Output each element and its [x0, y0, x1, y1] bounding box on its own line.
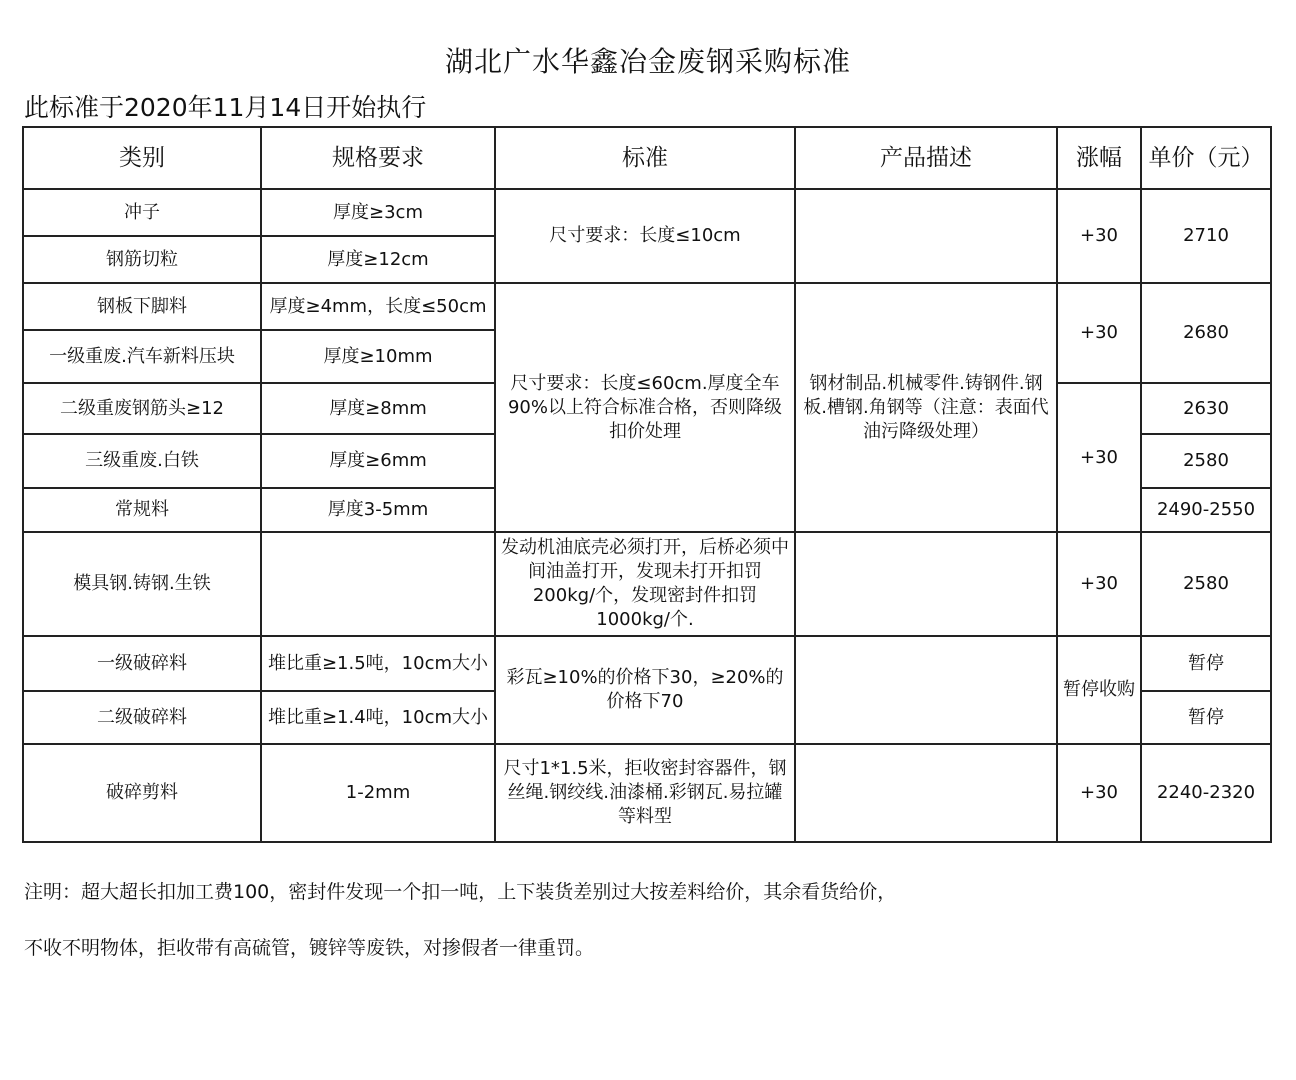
- spec-cell: 堆比重≥1.5吨，10cm大小: [261, 636, 495, 691]
- description-cell: 钢材制品.机械零件.铸钢件.钢板.槽钢.角钢等（注意：表面代油污降级处理）: [795, 283, 1057, 532]
- increase-cell: +30: [1057, 744, 1141, 842]
- table-row: [23, 189, 1271, 236]
- table-row: [23, 532, 1271, 636]
- spec-cell: 厚度≥3cm: [261, 189, 495, 236]
- increase-cell: 暂停收购: [1057, 636, 1141, 744]
- note-line: 注明：超大超长扣加工费100，密封件发现一个扣一吨，上下装货差别过大按差料给价，其余看货给价，: [24, 881, 897, 903]
- increase-cell: +30: [1057, 189, 1141, 283]
- description-cell: [795, 189, 1057, 283]
- description-cell: [795, 532, 1057, 636]
- price-cell: 暂停: [1141, 691, 1271, 744]
- category-cell: 冲子: [23, 189, 261, 236]
- category-cell: 钢筋切粒: [23, 236, 261, 283]
- category-cell: 钢板下脚料: [23, 283, 261, 330]
- category-cell: 常规料: [23, 488, 261, 532]
- spec-cell: 1-2mm: [261, 744, 495, 842]
- increase-cell: +30: [1057, 532, 1141, 636]
- spec-cell: 堆比重≥1.4吨，10cm大小: [261, 691, 495, 744]
- spec-cell: 厚度3-5mm: [261, 488, 495, 532]
- standard-cell: 尺寸要求：长度≤10cm: [495, 189, 795, 283]
- standard-cell: 尺寸1*1.5米，拒收密封容器件，钢丝绳.钢绞线.油漆桶.彩钢瓦.易拉罐等料型: [495, 744, 795, 842]
- spec-cell: 厚度≥10mm: [261, 330, 495, 383]
- header-increase: 涨幅: [1057, 127, 1141, 189]
- description-cell: [795, 744, 1057, 842]
- standard-cell: 尺寸要求：长度≤60cm.厚度全车90%以上符合标准合格，否则降级扣价处理: [495, 283, 795, 532]
- standard-cell: 发动机油底壳必须打开，后桥必须中间油盖打开，发现未打开扣罚200kg/个，发现密封件扣罚1000kg/个.: [495, 532, 795, 636]
- category-cell: 一级重废.汽车新料压块: [23, 330, 261, 383]
- category-cell: 二级重废钢筋头≥12: [23, 383, 261, 434]
- price-cell: 2680: [1141, 283, 1271, 383]
- category-cell: 破碎剪料: [23, 744, 261, 842]
- header-spec: 规格要求: [261, 127, 495, 189]
- category-cell: 二级破碎料: [23, 691, 261, 744]
- description-cell: [795, 636, 1057, 744]
- effective-date-line: 此标准于2020年11月14日开始执行: [24, 93, 427, 122]
- price-cell: 2710: [1141, 189, 1271, 283]
- category-cell: 模具钢.铸钢.生铁: [23, 532, 261, 636]
- header-price: 单价（元）: [1141, 127, 1271, 189]
- spec-cell: [261, 532, 495, 636]
- spec-cell: 厚度≥6mm: [261, 434, 495, 488]
- spec-cell: 厚度≥8mm: [261, 383, 495, 434]
- price-cell: 2630: [1141, 383, 1271, 434]
- document-title: 湖北广水华鑫冶金废钢采购标准: [444, 45, 851, 78]
- increase-cell: +30: [1057, 383, 1141, 532]
- table-row: [23, 283, 1271, 330]
- category-cell: 一级破碎料: [23, 636, 261, 691]
- standard-cell: 彩瓦≥10%的价格下30，≥20%的价格下70: [495, 636, 795, 744]
- spec-cell: 厚度≥4mm，长度≤50cm: [261, 283, 495, 330]
- price-cell: 2240-2320: [1141, 744, 1271, 842]
- price-cell: 暂停: [1141, 636, 1271, 691]
- spec-cell: 厚度≥12cm: [261, 236, 495, 283]
- header-category: 类别: [23, 127, 261, 189]
- increase-cell: +30: [1057, 283, 1141, 383]
- price-cell: 2580: [1141, 532, 1271, 636]
- price-cell: 2580: [1141, 434, 1271, 488]
- price-standard-table: [22, 126, 1272, 843]
- header-standard: 标准: [495, 127, 795, 189]
- header-row: [23, 127, 1271, 189]
- category-cell: 三级重废.白铁: [23, 434, 261, 488]
- table-row: [23, 744, 1271, 842]
- header-description: 产品描述: [795, 127, 1057, 189]
- note-line: 不收不明物体，拒收带有高硫管，镀锌等废铁，对掺假者一律重罚。: [24, 937, 595, 959]
- price-cell: 2490-2550: [1141, 488, 1271, 532]
- table-row: [23, 636, 1271, 691]
- notes-section: [24, 878, 1264, 990]
